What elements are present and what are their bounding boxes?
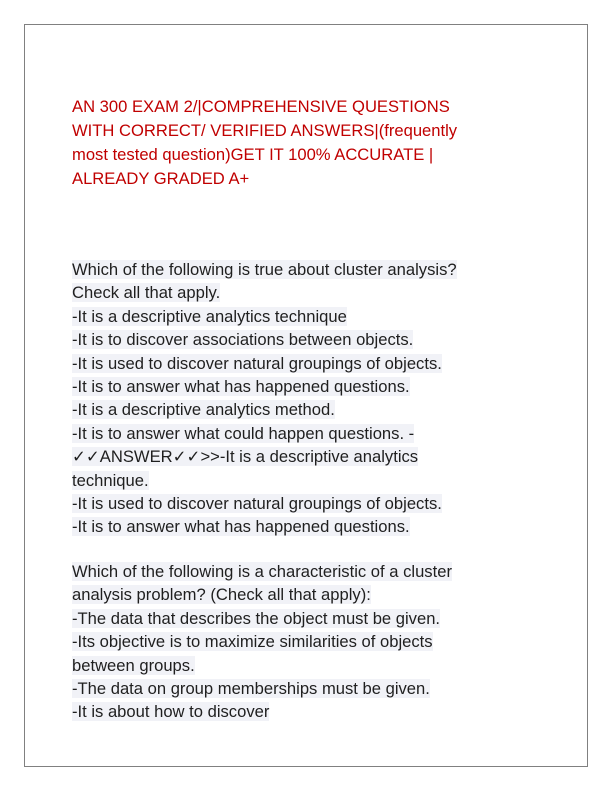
- option-text: -The data that describes the object must be given.: [72, 608, 441, 628]
- option-text: -It is used to discover natural groupings of objects.: [72, 353, 442, 373]
- question-2-option: [72, 677, 552, 700]
- option-text: -It is a descriptive analytics technique: [72, 306, 347, 326]
- answer-line: [72, 445, 552, 468]
- question-2-line: [72, 583, 552, 606]
- question-1-option: [72, 422, 552, 445]
- answer-line: [72, 515, 552, 538]
- answer-line: [72, 469, 552, 492]
- title-line: ALREADY GRADED A+: [72, 169, 250, 188]
- question-2-option: [72, 654, 552, 677]
- question-1-option: [72, 328, 552, 351]
- title-line: AN 300 EXAM 2/|COMPREHENSIVE QUESTIONS: [72, 97, 450, 116]
- question-2-line: [72, 560, 552, 583]
- question-1-line: [72, 258, 552, 281]
- answer-text: ✓✓ANSWER✓✓>>-It is a descriptive analytics: [72, 447, 419, 467]
- question-1-line: [72, 281, 552, 304]
- question-2-block: [72, 560, 552, 724]
- question-1-option: [72, 352, 552, 375]
- title-line: most tested question)GET IT 100% ACCURATE |: [72, 145, 434, 164]
- title-line: WITH CORRECT/ VERIFIED ANSWERS|(frequently: [72, 121, 458, 140]
- question-1-option: [72, 398, 552, 421]
- question-1-text: Check all that apply.: [72, 283, 221, 303]
- question-2-option: [72, 630, 552, 653]
- option-text: -It is to answer what could happen questions. -: [72, 423, 415, 443]
- answer-text: technique.: [72, 470, 149, 490]
- answer-line: [72, 492, 552, 515]
- question-1-text: Which of the following is true about cluster analysis?: [72, 260, 457, 279]
- question-1-option: [72, 305, 552, 328]
- option-text: -It is a descriptive analytics method.: [72, 400, 335, 420]
- answer-text: -It is used to discover natural groupings of objects.: [72, 494, 442, 514]
- option-text: -It is to answer what has happened questions.: [72, 377, 410, 397]
- question-1-block: [72, 258, 552, 539]
- option-text: -It is to discover associations between objects.: [72, 330, 414, 350]
- question-2-text: analysis problem? (Check all that apply):: [72, 585, 371, 605]
- option-text: -The data on group memberships must be given.: [72, 679, 430, 699]
- option-text: between groups.: [72, 655, 195, 675]
- option-text: -Its objective is to maximize similarities of objects: [72, 632, 433, 652]
- question-2-text: Which of the following is a characteristic of a cluster: [72, 562, 452, 581]
- document-title: [72, 95, 547, 191]
- option-text: -It is about how to discover: [72, 702, 270, 722]
- answer-text: -It is to answer what has happened questions.: [72, 517, 410, 537]
- question-2-option: [72, 700, 552, 723]
- question-2-option: [72, 607, 552, 630]
- question-1-option: [72, 375, 552, 398]
